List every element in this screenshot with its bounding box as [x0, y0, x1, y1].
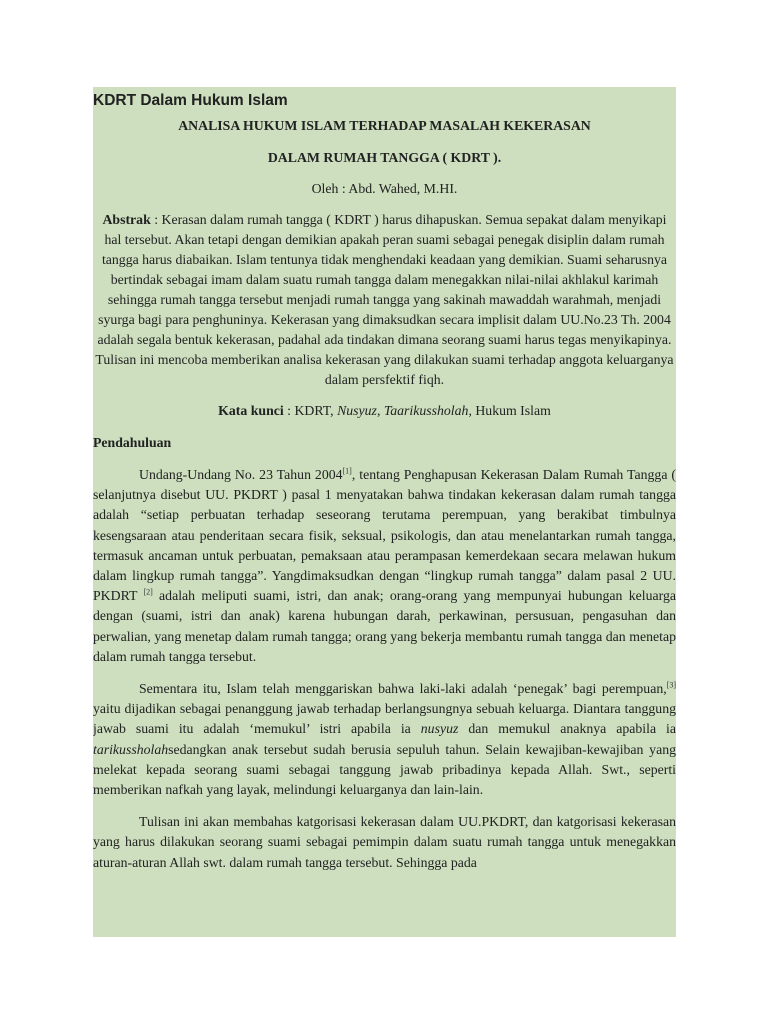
keywords-label: Kata kunci — [218, 403, 284, 418]
keywords-rest: , Hukum Islam — [468, 403, 551, 418]
footnote-ref-3[interactable]: [3] — [666, 680, 676, 690]
p1-text-a: Undang-Undang No. 23 Tahun 2004 — [139, 467, 343, 482]
abstract — [93, 210, 676, 390]
p2-text-b: yaitu dijadikan sebagai penanggung jawab terhadap berlangsungnya sebuah keluarga. Diantara tanggung jawab suami itu adalah ‘memukul’ istri apabila ia — [93, 701, 676, 737]
keywords-sep-2: , — [376, 403, 384, 418]
keywords — [93, 401, 676, 421]
heading-line-1: ANALISA HUKUM ISLAM TERHADAP MASALAH KEKERASAN — [178, 118, 591, 133]
footnote-ref-2[interactable]: [2] — [143, 587, 153, 597]
author-line: Oleh : Abd. Wahed, M.HI. — [311, 181, 458, 196]
paragraph-2 — [93, 679, 676, 800]
p1-text-b: , tentang Penghapusan Kekerasan Dalam Rumah Tangga ( selanjutnya disebut UU. PKDRT ) pasal 1 menyatakan bahwa tindakan kekerasan dalam rumah tangga adalah “setiap perbuatan terhadap seseorang terutama perempuan, yang berakibat timbulnya kesengsaraan atau penderitaan secara fisik, seksual, psikologis, dan atau menelantarkan rumah tangga, termasuk ancaman untuk perbuatan, pemaksaan atau perampasan kemerdekaan secara melawan hukum dalam lingkup rumah tangga”. Yangdimaksudkan dengan “lingkup rumah tangga” dalam pasal 2 UU. PKDRT — [93, 467, 676, 604]
heading-line-2: DALAM RUMAH TANGGA ( KDRT ). — [267, 150, 502, 165]
abstract-text: : Kerasan dalam rumah tangga ( KDRT ) harus dihapuskan. Semua sepakat dalam menyikapi hal tersebut. Akan tetapi dengan demikian apakah peran suami sebagai penegak disiplin dalam rumah tangga harus diabaikan. Islam tentunya tidak menghendaki keadaan yang demikian. Suami seharusnya bertindak sebagai imam dalam suatu rumah tangga dalam menegakkan nilai-nilai akhlakul karimah sehingga rumah tangga tersebut menjadi rumah tangga yang sakinah mawaddah warahmah, menjadi syurga bagi para penghuninya. Kekerasan yang dimaksudkan secara implisit dalam UU.No.23 Th. 2004 adalah segala bentuk kekerasan, padahal ada tindakan dimana seorang suami harus tegas menyikapinya. Tulisan ini mencoba memberikan analisa kekerasan yang dilakukan suami terhadap anggota keluarganya dalam persfektif fiqh. — [95, 212, 674, 387]
paragraph-1 — [93, 465, 676, 667]
keyword-nusyuz: Nusyuz — [337, 403, 377, 418]
keyword-taarikussholah: Taarikussholah — [383, 403, 469, 418]
p2-italic-nusyuz: nusyuz — [420, 721, 459, 737]
paragraph-3: Tulisan ini akan membahas katgorisasi kekerasan dalam UU.PKDRT, dan katgorisasi kekerasan yang harus dilakukan seorang suami sebagai pemimpin dalam suatu rumah tangga untuk menegakkan aturan-aturan Allah swt. dalam rumah tangga tersebut. Sehingga pada — [93, 814, 676, 870]
document-page — [93, 87, 676, 937]
page-title: KDRT Dalam Hukum Islam — [93, 92, 288, 109]
p2-text-a: Sementara itu, Islam telah menggariskan bahwa laki-laki adalah ‘penegak’ bagi perempuan, — [139, 681, 667, 697]
p2-italic-tarikussholah: tarikussholah — [93, 741, 169, 757]
p2-text-c: dan memukul anaknya apabila ia — [458, 721, 676, 737]
footnote-ref-1[interactable]: [1] — [342, 466, 352, 476]
p1-text-c: adalah meliputi suami, istri, dan anak; orang-orang yang mempunyai hubungan keluarga dengan (suami, istri dan anak) karena hubungan darah, perkawinan, persusuan, pengasuhan dan perwalian, yang menetap dalam rumah tangga; orang yang bekerja membantu rumah tangga dan menetap dalam rumah tangga tersebut. — [93, 588, 676, 664]
keywords-sep: : KDRT, — [283, 403, 338, 418]
p2-text-d: sedangkan anak tersebut sudah berusia sepuluh tahun. Selain kewajiban-kewajiban yang melekat kepada seorang suami sebagai tanggung jawab pribadinya kepada Allah. Swt., seperti memberikan nafkah yang layak, melindungi keluarganya dan lain-lain. — [93, 741, 676, 798]
abstract-label: Abstrak — [102, 212, 151, 227]
section-title: Pendahuluan — [93, 435, 172, 450]
